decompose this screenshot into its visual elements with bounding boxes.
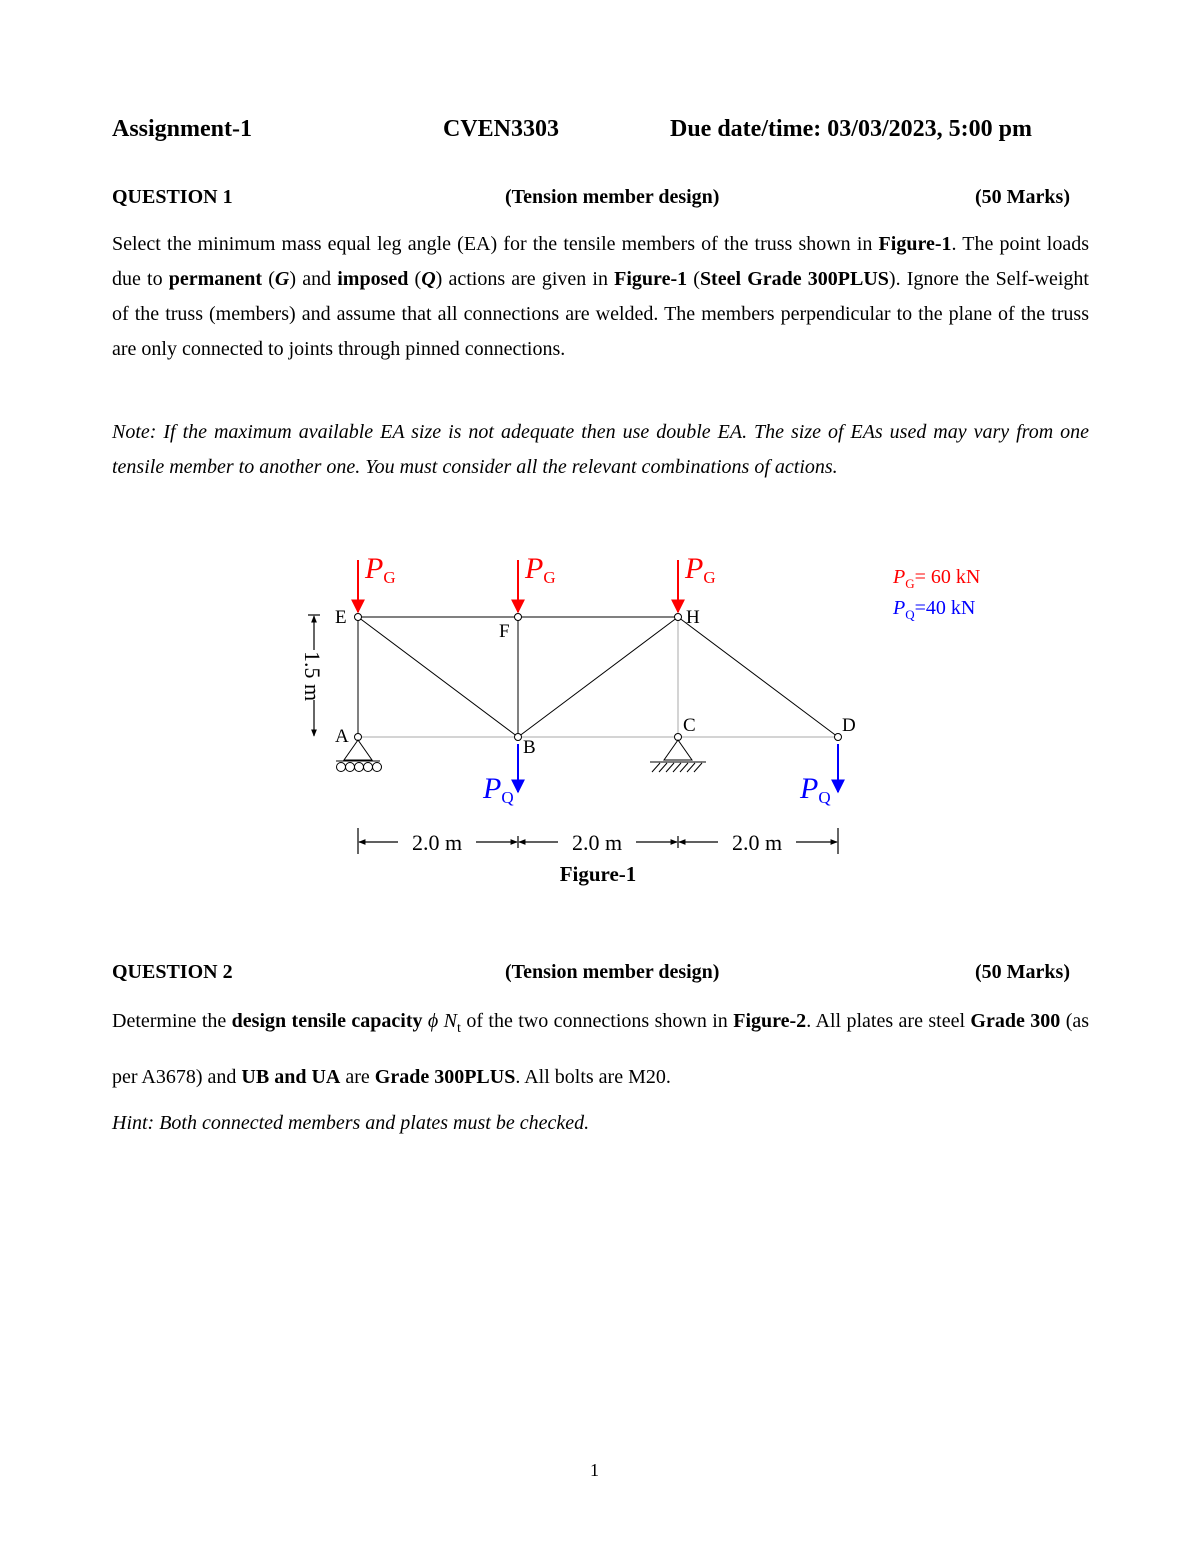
q1-text: . The point loads due to	[112, 233, 1090, 290]
member-eb	[358, 617, 518, 737]
q2-hint: Hint: Both connected members and plates must be checked.	[112, 1112, 590, 1134]
phi-symbol: ϕ N	[427, 1010, 458, 1032]
node-f	[515, 614, 522, 621]
q1-body	[112, 227, 1089, 367]
phi-subscript: t	[457, 1021, 461, 1036]
pg-label: PG	[365, 552, 396, 587]
node-label-d: D	[842, 715, 856, 736]
legend-pg: $P_G= 60$ kN	[893, 566, 981, 591]
q1-text: Select the minimum mass equal leg angle (EA) for the tensile members of the truss shown in	[112, 233, 879, 255]
q2-body	[112, 997, 1089, 1101]
truss-figure	[280, 540, 1020, 900]
q1-text: ) actions are given in	[435, 268, 615, 290]
span-dimension-1: 2.0 m	[411, 830, 463, 855]
pg-label: PG	[685, 552, 716, 587]
imposed-term: imposed	[337, 268, 409, 290]
q2-text: . All bolts are M20.	[515, 1066, 671, 1088]
figure-ref: Figure-1	[878, 233, 952, 255]
figure-ref: Figure-1	[614, 268, 688, 290]
q2-text: are	[340, 1066, 375, 1088]
pin-support-icon	[650, 740, 706, 772]
due-date: Due date/time: 03/03/2023, 5:00 pm	[670, 116, 1032, 142]
node-label-f: F	[499, 621, 510, 642]
q1-text: (	[408, 268, 422, 290]
q2-text: of the two connections shown in	[460, 1010, 734, 1032]
q-symbol: Q	[421, 268, 436, 290]
q1-title: QUESTION 1	[112, 186, 233, 208]
node-e	[355, 614, 362, 621]
node-label-h: H	[686, 607, 700, 628]
legend-pq: $P_Q=40$ kN	[893, 597, 976, 622]
g-symbol: G	[274, 268, 290, 290]
node-label-e: E	[335, 607, 347, 628]
q1-text: ). Ignore the Self-weight of the truss (members) and assume that all connections are welded. The members perpendicular to the plane of the truss are only connected to joints through pinned connections.	[112, 268, 1089, 360]
node-label-b: B	[523, 737, 536, 758]
q1-text: (	[687, 268, 700, 290]
q2-title: QUESTION 2	[112, 961, 233, 983]
q2-text: Determine the	[112, 1010, 232, 1032]
page-number: 1	[590, 1460, 599, 1480]
node-label-c: C	[683, 715, 696, 736]
member-bh	[518, 617, 678, 737]
q1-text: (	[262, 268, 275, 290]
q1-marks: (50 Marks)	[975, 186, 1070, 208]
node-h	[675, 614, 682, 621]
figure-caption: Figure-1	[559, 862, 637, 886]
node-b	[515, 734, 522, 741]
span-dimension-2: 2.0 m	[571, 830, 623, 855]
q2-topic: (Tension member design)	[505, 961, 720, 983]
assignment-title: Assignment-1	[112, 116, 253, 142]
q2-marks: (50 Marks)	[975, 961, 1070, 983]
q1-text: ) and	[289, 268, 338, 290]
pq-label: PQ	[483, 772, 514, 807]
q1-topic: (Tension member design)	[505, 186, 720, 208]
node-d	[835, 734, 842, 741]
q1-note: Note: If the maximum available EA size is not adequate then use double EA. The size of EAs used may vary from one tensile member to another one. You must consider all the relevant combinations of actions.	[112, 421, 1089, 478]
node-label-a: A	[335, 726, 349, 747]
grade-300: Grade 300	[970, 1010, 1061, 1032]
span-dimension-3: 2.0 m	[731, 830, 783, 855]
course-code: CVEN3303	[443, 116, 560, 142]
height-dimension: 1.5 m	[300, 650, 325, 702]
q2-text: (as per A3678) and	[112, 1010, 1090, 1088]
pq-label: PQ	[800, 772, 831, 807]
steel-grade: Steel Grade 300PLUS	[699, 268, 889, 290]
pg-label: PG	[525, 552, 556, 587]
figure-ref: Figure-2	[733, 1010, 807, 1032]
capacity-term: design tensile capacity	[231, 1010, 423, 1032]
q2-text: . All plates are steel	[806, 1010, 971, 1032]
member-hd	[678, 617, 838, 737]
ub-ua: UB and UA	[241, 1066, 341, 1088]
permanent-term: permanent	[168, 268, 263, 290]
grade-300plus: Grade 300PLUS	[374, 1066, 516, 1088]
